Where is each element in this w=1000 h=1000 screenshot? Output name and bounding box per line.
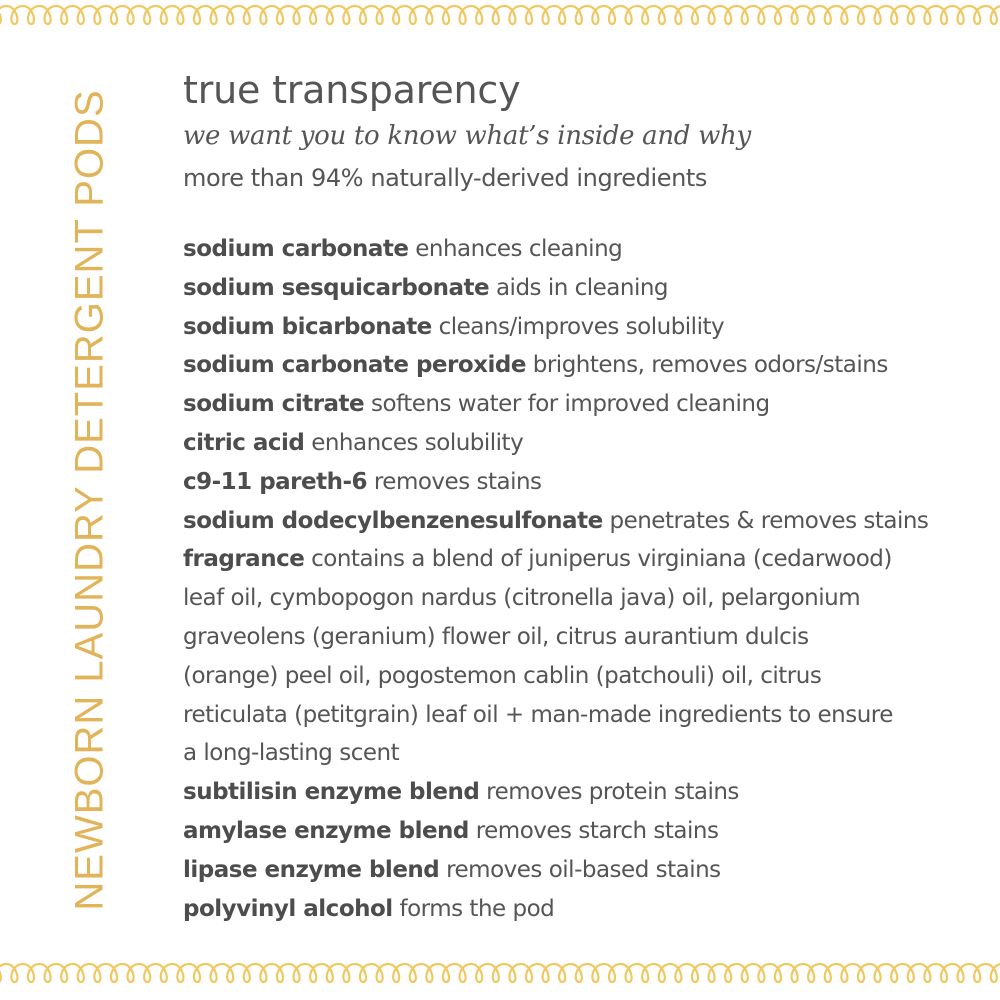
ingredient-item bbox=[183, 308, 983, 347]
ingredient-purpose: removes stains bbox=[373, 468, 542, 495]
ingredient-continuation: reticulata (petitgrain) leaf oil + man-made ingredients to ensure bbox=[183, 701, 893, 728]
ingredient-continuation: (orange) peel oil, pogostemon cablin (patchouli) oil, citrus bbox=[183, 662, 822, 689]
ingredient-purpose: removes protein stains bbox=[486, 779, 739, 806]
ingredient-item bbox=[183, 540, 983, 579]
ingredient-purpose: cleans/improves solubility bbox=[438, 313, 725, 340]
subtitle: we want you to know what’s inside and why bbox=[183, 121, 751, 151]
ingredient-item bbox=[183, 346, 983, 385]
ingredient-continuation: leaf oil, cymbopogon nardus (citronella java) oil, pelargonium bbox=[183, 585, 861, 612]
ingredient-name: sodium dodecylbenzenesulfonate bbox=[183, 507, 603, 534]
ingredient-item bbox=[183, 424, 983, 463]
ingredient-name: sodium carbonate bbox=[183, 236, 409, 262]
ingredient-purpose: enhances solubility bbox=[311, 429, 524, 456]
product-name-vertical: NEWBORN LAUNDRY DETERGENT PODS bbox=[67, 89, 112, 911]
ingredient-name: citric acid bbox=[183, 429, 305, 456]
ingredient-purpose: removes oil-based stains bbox=[446, 856, 721, 883]
ingredient-purpose: penetrates & removes stains bbox=[609, 507, 929, 534]
ingredient-item bbox=[183, 463, 983, 502]
ingredient-name: sodium bicarbonate bbox=[183, 313, 432, 340]
ingredient-item bbox=[183, 773, 983, 812]
natural-ingredients-claim: more than 94% naturally-derived ingredients bbox=[183, 164, 708, 192]
ingredient-purpose: softens water for improved cleaning bbox=[370, 391, 770, 418]
ingredient-item bbox=[183, 230, 983, 269]
ingredient-name: fragrance bbox=[183, 546, 305, 573]
ingredient-purpose: aids in cleaning bbox=[495, 274, 669, 301]
ingredient-purpose: brightens, removes odors/stains bbox=[532, 352, 888, 379]
ingredient-name: lipase enzyme blend bbox=[183, 856, 440, 883]
ingredient-name: sodium citrate bbox=[183, 391, 365, 418]
ingredient-item bbox=[183, 502, 983, 541]
ingredient-item bbox=[183, 812, 983, 851]
ingredient-purpose: contains a blend of juniperus virginiana (cedarwood) bbox=[311, 546, 892, 573]
ingredient-item bbox=[183, 890, 983, 929]
ingredients-panel bbox=[183, 64, 983, 928]
ingredient-name: sodium sesquicarbonate bbox=[183, 274, 490, 301]
ingredient-name: polyvinyl alcohol bbox=[183, 895, 393, 922]
ingredient-item bbox=[183, 269, 983, 308]
ingredient-list bbox=[183, 230, 983, 928]
ingredient-continuation: a long-lasting scent bbox=[183, 740, 400, 767]
ingredient-name: sodium carbonate peroxide bbox=[183, 352, 526, 379]
ingredient-name: amylase enzyme blend bbox=[183, 817, 469, 844]
ingredient-purpose: enhances cleaning bbox=[415, 236, 623, 262]
top-loop-border bbox=[0, 0, 1000, 30]
ingredient-purpose: forms the pod bbox=[399, 895, 555, 922]
bottom-loop-border bbox=[0, 958, 1000, 988]
ingredient-name: subtilisin enzyme blend bbox=[183, 779, 480, 806]
ingredient-continuation: graveolens (geranium) flower oil, citrus aurantium dulcis bbox=[183, 623, 809, 650]
ingredient-item bbox=[183, 385, 983, 424]
ingredient-name: c9-11 pareth-6 bbox=[183, 468, 368, 495]
ingredient-item bbox=[183, 851, 983, 890]
page-title: true transparency bbox=[183, 68, 521, 112]
ingredient-purpose: removes starch stains bbox=[475, 817, 719, 844]
